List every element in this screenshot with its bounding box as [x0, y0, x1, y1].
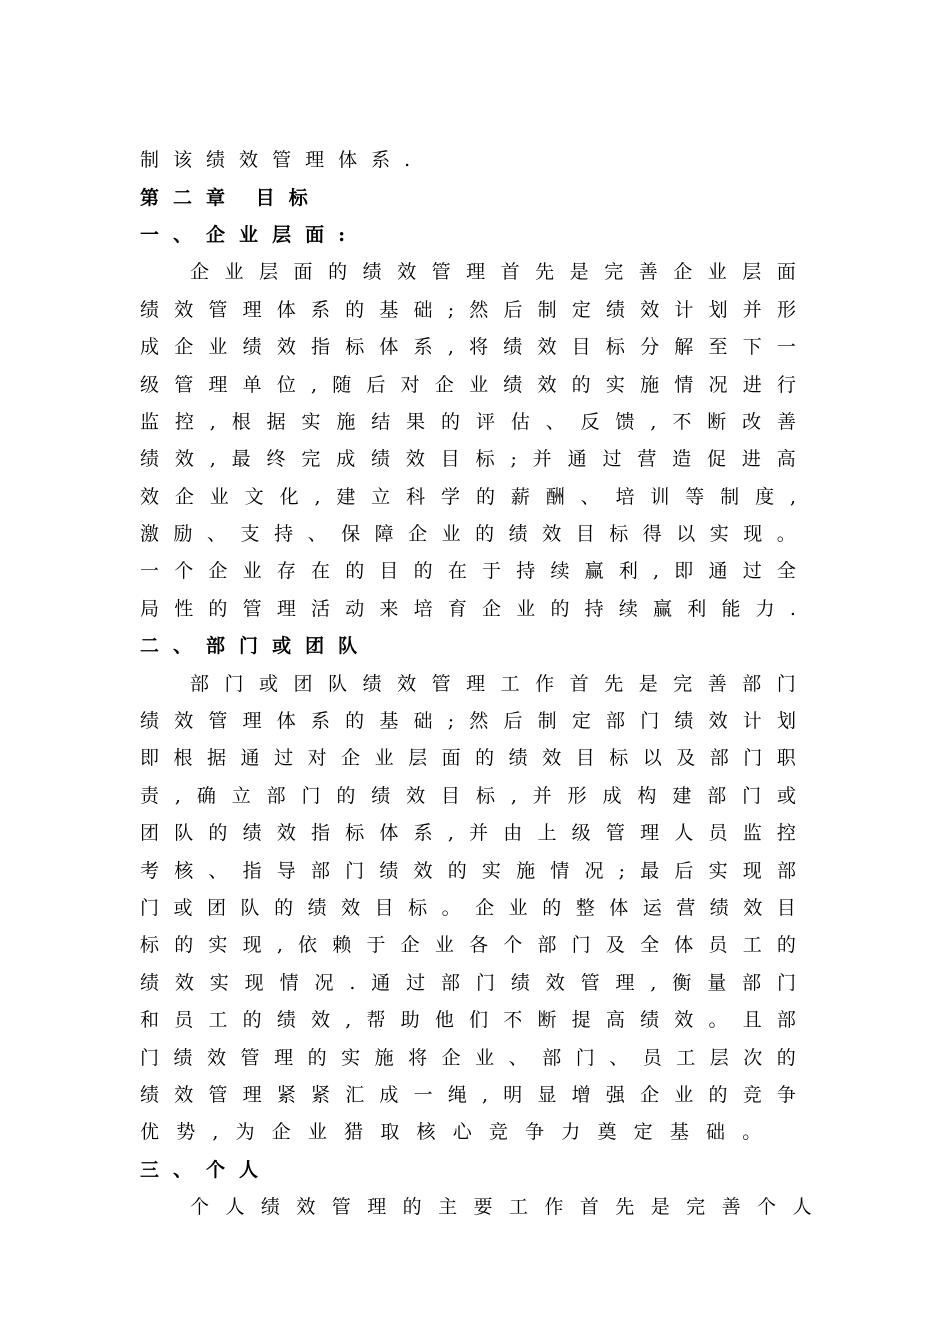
paragraph-line: 激 励 、 支 持 、 保 障 企 业 的 绩 效 目 标 得 以 实 现 。 [140, 523, 796, 546]
paragraph-line: 监 控 , 根 据 实 施 结 果 的 评 估 、 反 馈 , 不 断 改 善 [140, 410, 796, 433]
paragraph-line: 效 企 业 文 化 , 建 立 科 学 的 薪 酬 、 培 训 等 制 度 , [140, 485, 796, 508]
section-heading: 一 、 企 业 层 面 : [140, 223, 346, 246]
paragraph-line: 制 该 绩 效 管 理 体 系 . [140, 149, 411, 172]
paragraph-line: 门 或 团 队 的 绩 效 目 标 。 企 业 的 整 体 运 营 绩 效 目 [140, 897, 796, 919]
paragraph-line: 绩 效 管 理 紧 紧 汇 成 一 绳 , 明 显 增 强 企 业 的 竞 争 [140, 1083, 796, 1106]
paragraph-line: 级 管 理 单 位 , 随 后 对 企 业 绩 效 的 实 施 情 况 进 行 [140, 373, 796, 396]
paragraph-line: 绩 效 管 理 体 系 的 基 础 ; 然 后 制 定 部 门 绩 效 计 划 [140, 710, 796, 733]
paragraph-line: 部 门 或 团 队 绩 效 管 理 工 作 首 先 是 完 善 部 门 [190, 672, 796, 695]
paragraph-line: 一 个 企 业 存 在 的 目 的 在 于 持 续 赢 利 , 即 通 过 全 [140, 560, 796, 583]
paragraph-line: 即 根 据 通 过 对 企 业 层 面 的 绩 效 目 标 以 及 部 门 职 [140, 747, 796, 770]
paragraph-line: 绩 效 管 理 体 系 的 基 础 ; 然 后 制 定 绩 效 计 划 并 形 [140, 298, 796, 321]
paragraph-line: 个 人 绩 效 管 理 的 主 要 工 作 首 先 是 完 善 个 人 [190, 1196, 812, 1219]
paragraph-line: 绩 效 , 最 终 完 成 绩 效 目 标 ; 并 通 过 营 造 促 进 高 [140, 448, 796, 471]
paragraph-line: 优 势 , 为 企 业 猎 取 核 心 竞 争 力 奠 定 基 础 。 [140, 1121, 762, 1144]
paragraph-line: 考 核 、 指 导 部 门 绩 效 的 实 施 情 况 ; 最 后 实 现 部 [140, 859, 796, 882]
paragraph-line: 成 企 业 绩 效 指 标 体 系 , 将 绩 效 目 标 分 解 至 下 一 [140, 336, 796, 359]
paragraph-line: 门 绩 效 管 理 的 实 施 将 企 业 、 部 门 、 员 工 层 次 的 [140, 1046, 796, 1069]
paragraph-line: 标 的 实 现 , 依 赖 于 企 业 各 个 部 门 及 全 体 员 工 的 [140, 934, 796, 957]
section-heading: 第 二 章 目 标 [140, 186, 308, 209]
paragraph-line: 企 业 层 面 的 绩 效 管 理 首 先 是 完 善 企 业 层 面 [190, 261, 796, 284]
paragraph-line: 局 性 的 管 理 活 动 来 培 育 企 业 的 持 续 赢 利 能 力 . [140, 597, 796, 620]
paragraph-line: 团 队 的 绩 效 指 标 体 系 , 并 由 上 级 管 理 人 员 监 控 [140, 822, 796, 845]
document-page [140, 142, 812, 1226]
section-heading: 二 、 部 门 或 团 队 [140, 635, 358, 658]
paragraph-line: 和 员 工 的 绩 效 , 帮 助 他 们 不 断 提 高 绩 效 。 且 部 [140, 1009, 796, 1032]
section-heading: 三 、 个 人 [140, 1158, 259, 1181]
paragraph-line: 绩 效 实 现 情 况 . 通 过 部 门 绩 效 管 理 , 衡 量 部 门 [140, 971, 796, 994]
paragraph-line: 责 , 确 立 部 门 的 绩 效 目 标 , 并 形 成 构 建 部 门 或 [140, 784, 796, 807]
